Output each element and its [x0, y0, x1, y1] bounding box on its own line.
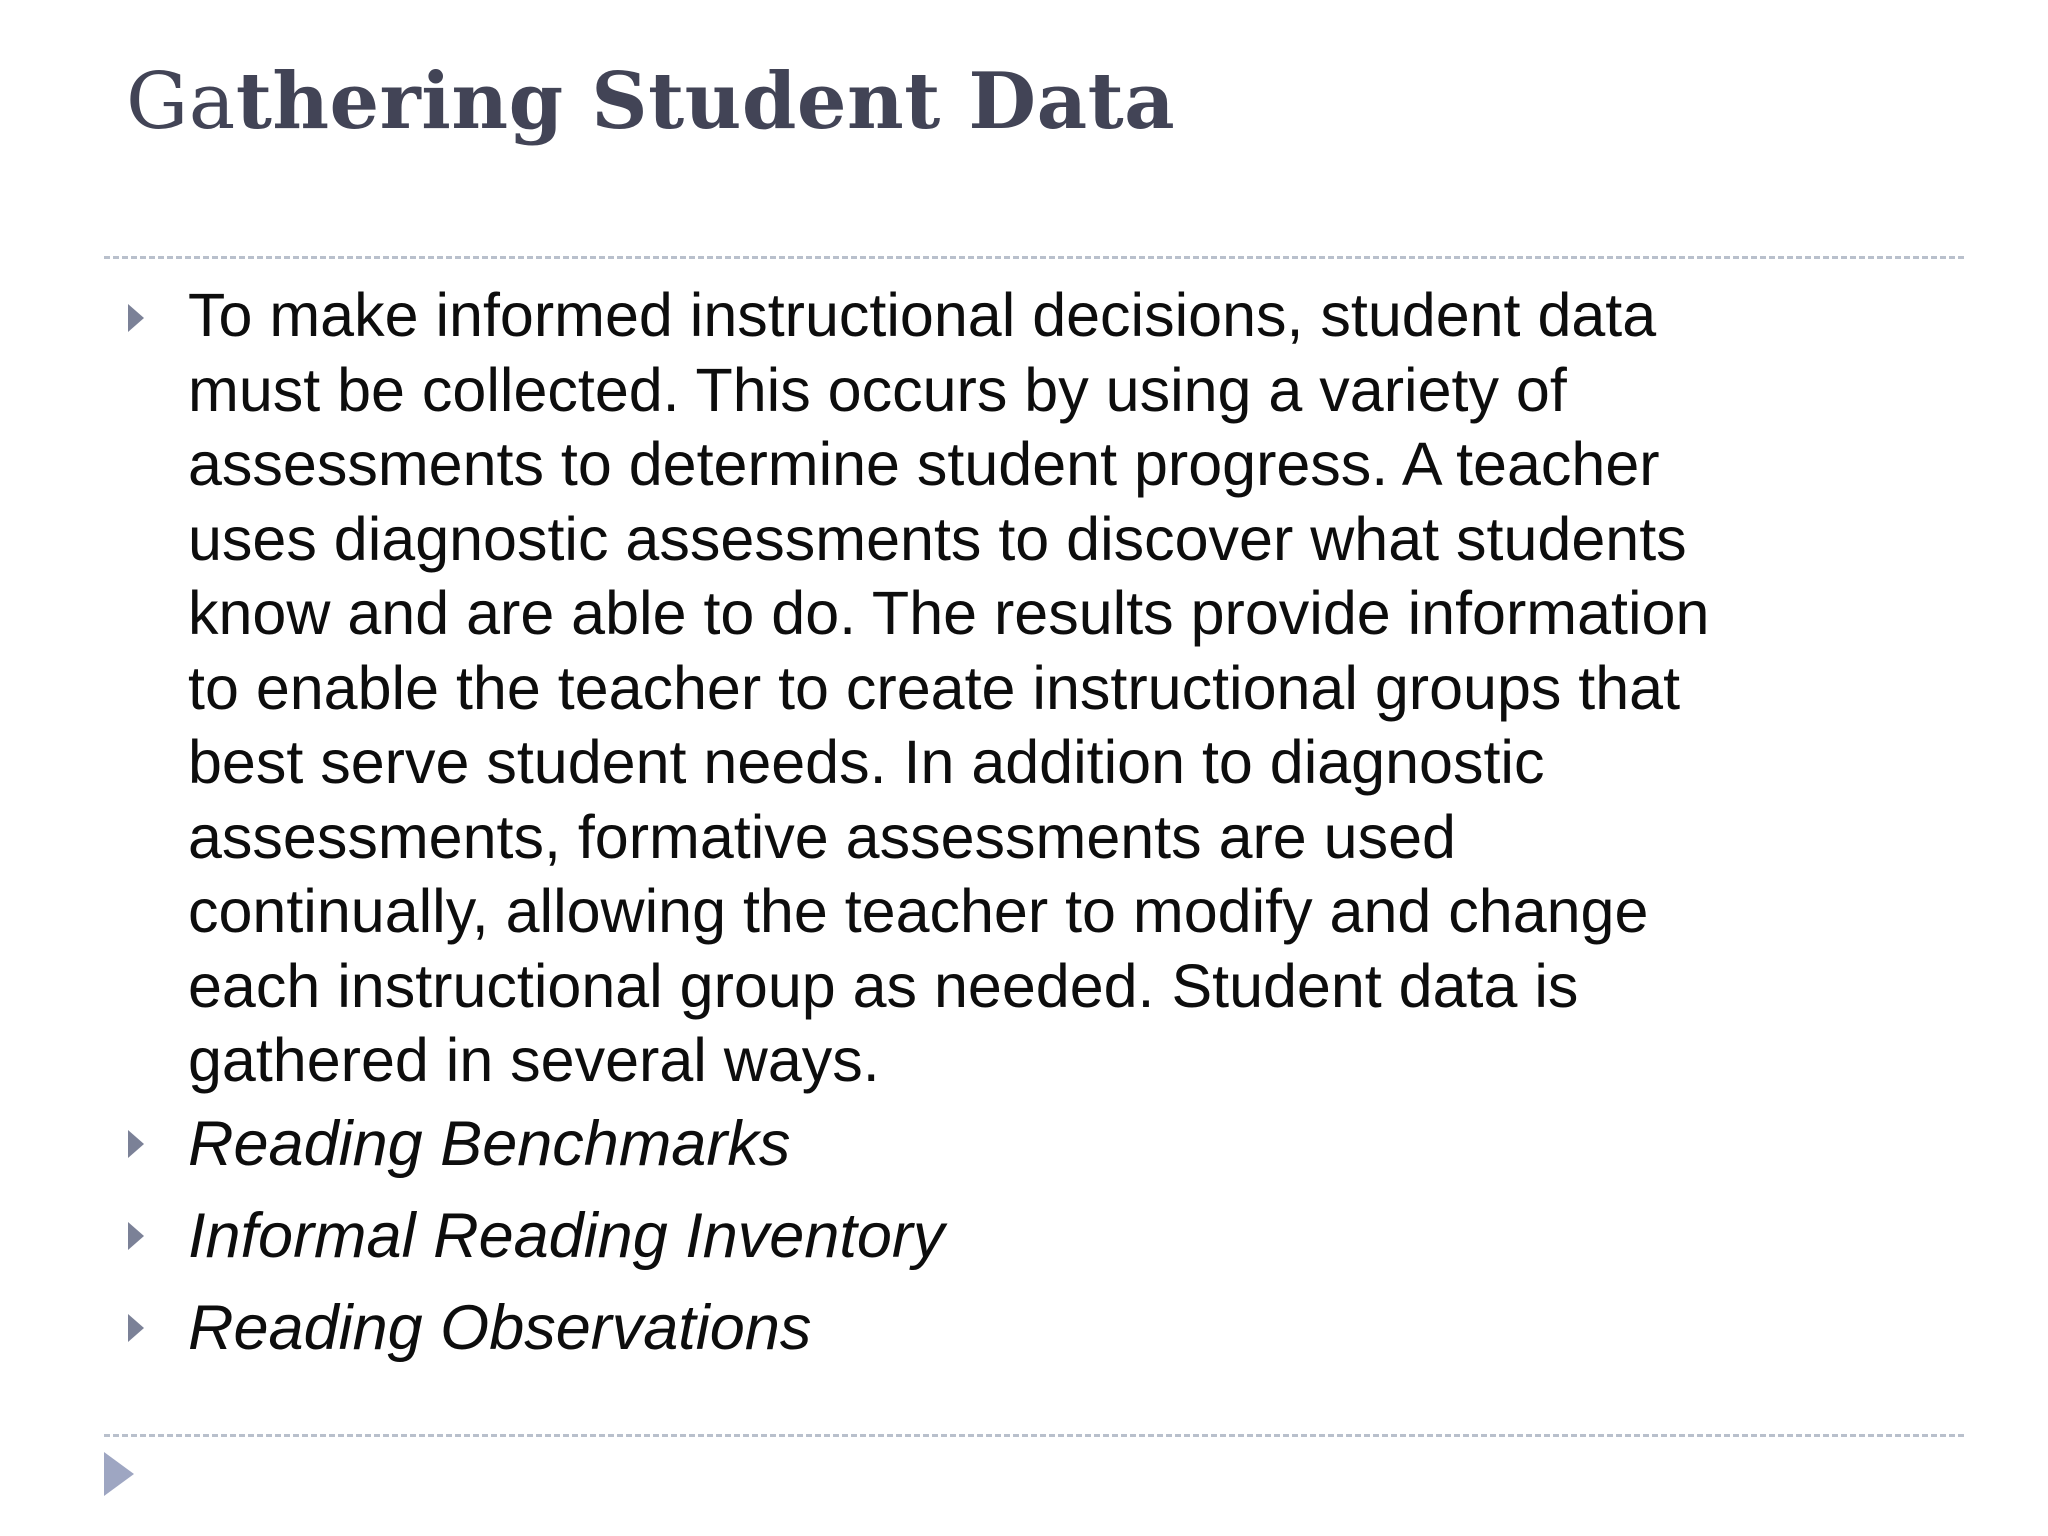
top-divider — [104, 256, 1964, 259]
paragraph-line: each instructional group as needed. Student data is — [188, 951, 1579, 1020]
paragraph-line: continually, allowing the teacher to modify and change — [188, 877, 1649, 945]
triangle-bullet-icon — [128, 304, 144, 332]
paragraph-line: To make informed instructional decisions, student data — [188, 281, 1657, 349]
paragraph-line: best serve student needs. In addition to diagnostic — [188, 728, 1545, 796]
slide-title — [126, 52, 1175, 152]
paragraph-line: know and are able to do. The results provide information — [188, 579, 1710, 647]
bullet-item-reading-benchmarks — [104, 1098, 1964, 1190]
triangle-bullet-icon — [128, 1130, 144, 1158]
bullet-item-label: Reading Benchmarks — [188, 1108, 791, 1179]
bullet-item-informal-reading-inventory — [104, 1190, 1964, 1282]
triangle-arrow-icon — [104, 1452, 134, 1496]
slide-title-part-light: Ga — [126, 57, 236, 147]
bullet-paragraph — [104, 278, 1968, 1098]
bottom-divider — [104, 1434, 1964, 1437]
bullet-item-label: Reading Observations — [188, 1292, 812, 1363]
paragraph-line: uses diagnostic assessments to discover what students — [188, 504, 1687, 573]
paragraph-line: assessments to determine student progress. A teacher — [188, 430, 1660, 498]
paragraph-line: assessments, formative assessments are used — [188, 802, 1456, 871]
triangle-bullet-icon — [128, 1314, 144, 1342]
triangle-bullet-icon — [128, 1222, 144, 1250]
paragraph-line: to enable the teacher to create instructional groups that — [188, 653, 1681, 722]
paragraph-line: must be collected. This occurs by using a variety of — [188, 355, 1567, 424]
bullet-item-reading-observations — [104, 1282, 1964, 1374]
bullet-item-label: Informal Reading Inventory — [188, 1200, 945, 1271]
slide-title-part-bold: thering Student Data — [235, 56, 1176, 147]
slide-content — [104, 278, 1964, 1374]
paragraph-line: gathered in several ways. — [188, 1026, 880, 1094]
